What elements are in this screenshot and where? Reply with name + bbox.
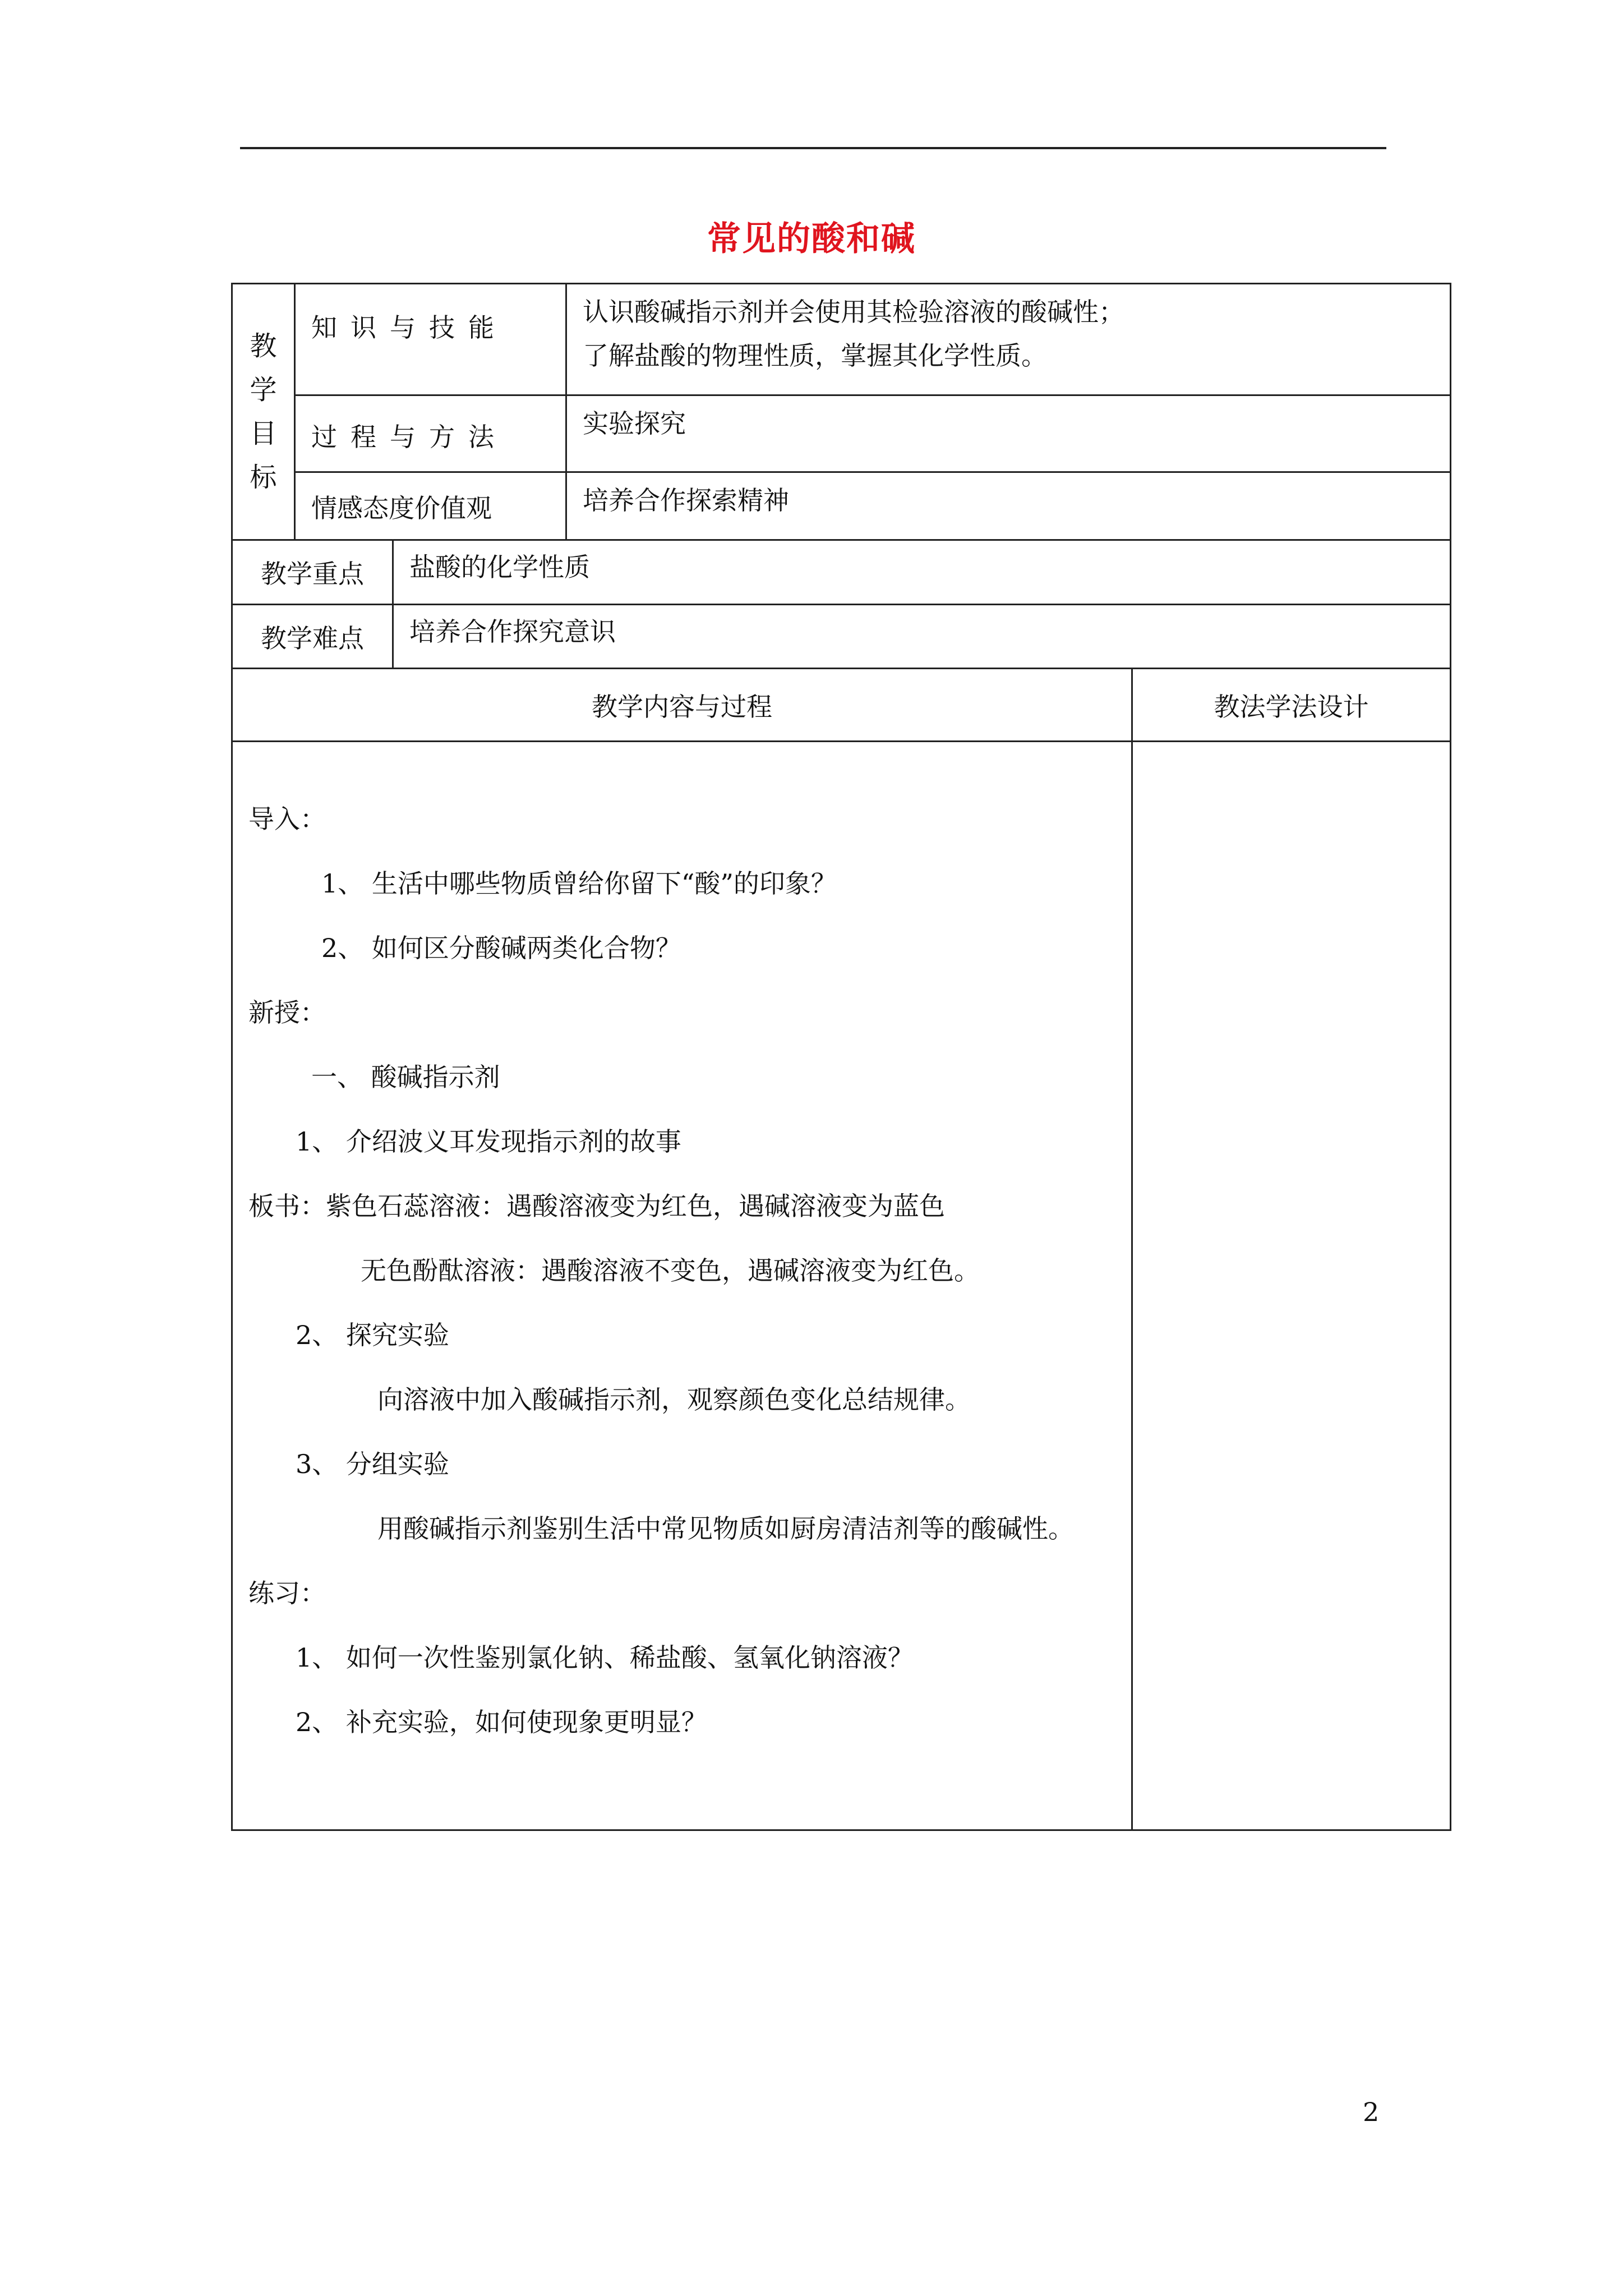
objective-line: 了解盐酸的物理性质，掌握其化学性质。 — [583, 341, 1047, 371]
focus-label: 教学重点 — [231, 539, 394, 605]
content-body — [231, 740, 1133, 1831]
objective-value-knowledge — [565, 283, 1451, 396]
content-line: 导入： — [248, 804, 326, 834]
objective-value-attitude: 培养合作探索精神 — [565, 471, 1451, 541]
content-line: 1、 如何一次性鉴别氯化钠、稀盐酸、氢氧化钠溶液？ — [296, 1642, 914, 1673]
objective-label-process: 过程与方法 — [294, 394, 567, 473]
objective-value-process: 实验探究 — [565, 394, 1451, 473]
objective-line: 认识酸碱指示剂并会使用其检验溶液的酸碱性； — [583, 297, 1124, 327]
header-rule — [240, 147, 1386, 149]
content-line: 板书：紫色石蕊溶液：遇酸溶液变为红色，遇碱溶液变为蓝色 — [248, 1191, 945, 1221]
lesson-plan-table — [231, 283, 1451, 1831]
content-line: 1、 生活中哪些物质曾给你留下“酸”的印象？ — [321, 868, 837, 899]
objectives-char: 教 — [250, 330, 277, 362]
content-line: 2、 补充实验，如何使现象更明显？ — [296, 1707, 707, 1737]
document-title: 常见的酸和碱 — [707, 219, 916, 259]
objective-label-attitude: 情感态度价值观 — [294, 471, 567, 541]
objectives-char: 学 — [250, 374, 277, 406]
focus-value: 盐酸的化学性质 — [392, 539, 1451, 605]
content-line: 2、 探究实验 — [296, 1320, 449, 1350]
content-line: 向溶液中加入酸碱指示剂，观察颜色变化总结规律。 — [377, 1384, 971, 1415]
column-header-content: 教学内容与过程 — [231, 668, 1133, 742]
objective-label-knowledge: 知识与技能 — [294, 283, 567, 396]
method-body — [1131, 740, 1451, 1831]
difficulty-label: 教学难点 — [231, 604, 394, 669]
objectives-char: 目 — [250, 418, 277, 449]
objectives-group-label — [231, 283, 296, 541]
content-line: 2、 如何区分酸碱两类化合物？ — [321, 933, 681, 963]
content-line: 无色酚酞溶液：遇酸溶液不变色，遇碱溶液变为红色。 — [361, 1255, 980, 1286]
content-line: 用酸碱指示剂鉴别生活中常见物质如厨房清洁剂等的酸碱性。 — [377, 1513, 1074, 1544]
difficulty-value: 培养合作探究意识 — [392, 604, 1451, 669]
content-line: 新授： — [248, 997, 326, 1028]
objectives-char: 标 — [250, 462, 277, 493]
content-line: 3、 分组实验 — [296, 1449, 449, 1479]
page-number: 2 — [1363, 2097, 1380, 2127]
content-line: 1、 介绍波义耳发现指示剂的故事 — [296, 1126, 681, 1157]
column-header-method: 教法学法设计 — [1131, 668, 1451, 742]
content-line: 练习： — [248, 1578, 326, 1608]
content-line: 一、 酸碱指示剂 — [311, 1062, 500, 1092]
